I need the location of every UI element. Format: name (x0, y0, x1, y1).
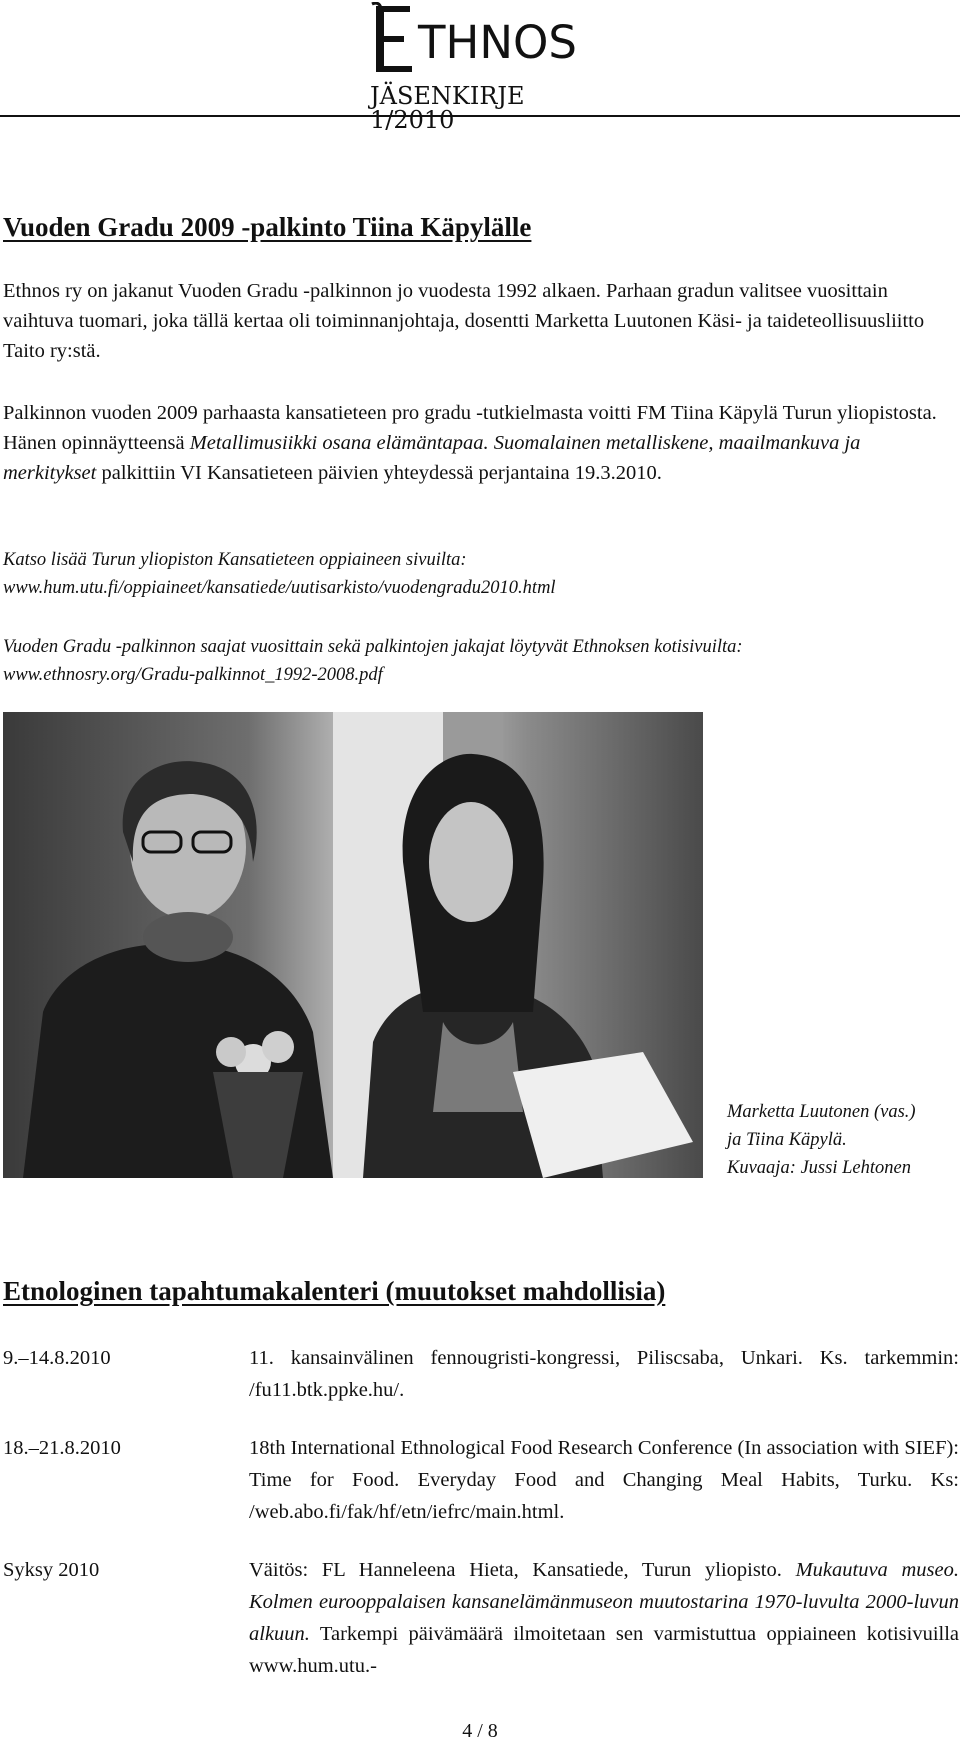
paragraph-2-text-b: palkittiin VI Kansatieteen päivien yhteydessä perjantaina 19.3.2010. (96, 462, 662, 484)
link-note-1-text: Katso lisää Turun yliopiston Kansatieteen oppiaineen sivuilta: (3, 550, 467, 570)
calendar-event-date: Syksy 2010 (3, 1559, 100, 1581)
link-url-1[interactable]: www.hum.utu.fi/oppiaineet/kansatiede/uutisarkisto/vuodengradu2010.html (3, 578, 556, 598)
ethnos-logo (370, 2, 577, 76)
ethnos-e-logo-icon (370, 2, 416, 76)
header-divider (0, 115, 960, 117)
calendar-event-text: 18th International Ethnological Food Research Conference (In association with SIEF): Time for Food. Everyday Food and Changing Meal Habits, Turku. Ks: /web.abo.fi/fak/hf/etn/iefrc/main.html. (249, 1437, 959, 1523)
article-paragraph-1: Ethnos ry on jakanut Vuoden Gradu -palkinnon jo vuodesta 1992 alkaen. Parhaan gradun valitsee vuosittain vaihtuva tuomari, joka tällä kertaa oli toiminnanjohtaja, dosentti Marketta Luutonen Käsi- ja taideteollisuusliitto Taito ry:stä. (3, 280, 925, 362)
link-note-1 (3, 546, 958, 602)
paragraph-2-text-a: Palkinnon vuoden 2009 parhaasta kansatieteen pro gradu -tutkielmasta voitti FM Tiina Käpylä Turun yliopistosta. Hänen opinnäytteensä (3, 402, 937, 454)
logo-wordmark: THNOS (418, 16, 577, 69)
calendar-event-date: 18.–21.8.2010 (3, 1437, 121, 1459)
dissertation-title: Mukautuva museo. Kolmen eurooppalaisen kansanelämänmuseon muutostarina 1970-luvulta 2000-luvun alkuun. (249, 1559, 959, 1645)
event-text-b: Tarkempi päivämäärä ilmoitetaan sen varmistuttua oppiaineen kotisivuilla www.hum.utu.- (249, 1623, 959, 1677)
calendar-title: Etnologinen tapahtumakalenteri (muutokset mahdollisia) (3, 1276, 666, 1306)
article-paragraph-2 (3, 398, 958, 488)
thesis-title: Metallimusiikki osana elämäntapaa. Suomalainen metalliskene, maailmankuva ja merkitykset (3, 432, 861, 484)
issue-label: JÄSENKIRJE 1/2010 (370, 82, 525, 134)
photo-caption-line-3: Kuvaaja: Jussi Lehtonen (727, 1158, 911, 1178)
page-header (0, 0, 960, 134)
link-note-2-text: Vuoden Gradu -palkinnon saajat vuosittain sekä palkintojen jakajat löytyvät Ethnoksen kotisivuilta: (3, 637, 743, 657)
calendar-event-text (249, 1554, 959, 1682)
page-number: 4 / 8 (462, 1720, 498, 1742)
calendar-event-text: 11. kansainvälinen fennougristi-kongressi, Piliscsaba, Unkari. Ks. tarkemmin: /fu11.btk.ppke.hu/. (249, 1347, 959, 1401)
photo-caption-line-2: ja Tiina Käpylä. (727, 1130, 847, 1150)
link-url-2[interactable]: www.ethnosry.org/Gradu-palkinnot_1992-2008.pdf (3, 665, 383, 685)
link-note-2 (3, 633, 958, 689)
award-photo (3, 712, 703, 1178)
photo-illustration (3, 712, 703, 1178)
calendar-event-date: 9.–14.8.2010 (3, 1347, 111, 1369)
event-text-a: Väitös: FL Hanneleena Hieta, Kansatiede, Turun yliopisto. (249, 1559, 796, 1581)
photo-caption-line-1: Marketta Luutonen (vas.) (727, 1102, 916, 1122)
article-title: Vuoden Gradu 2009 -palkinto Tiina Käpylälle (3, 212, 532, 242)
photo-caption (727, 1098, 957, 1182)
